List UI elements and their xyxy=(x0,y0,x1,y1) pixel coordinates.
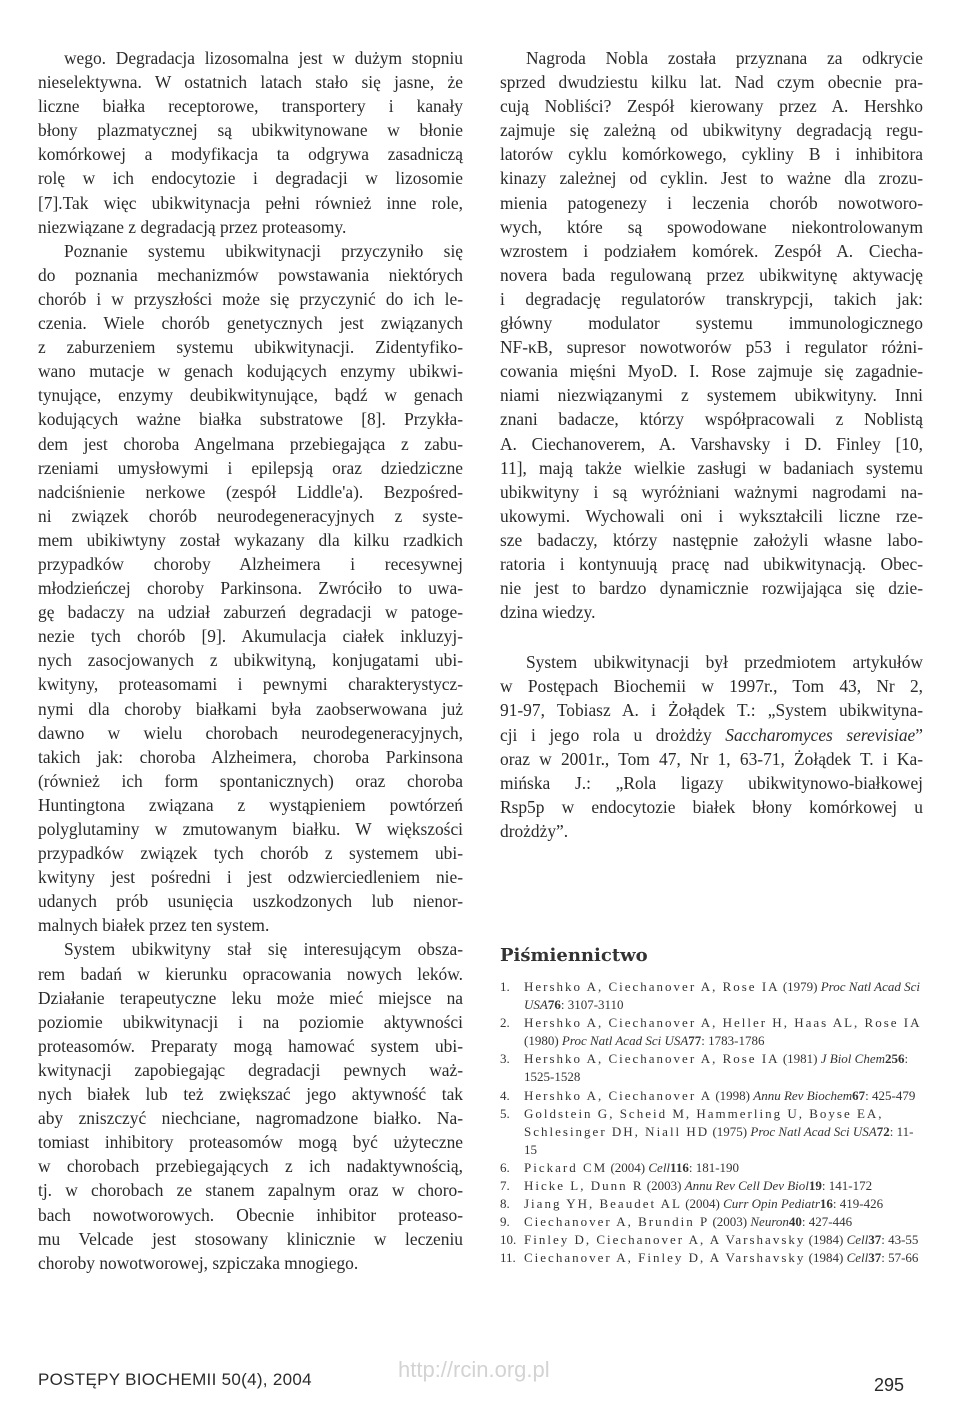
text-line: (również ich form spontanicznych) oraz choroba xyxy=(38,770,463,791)
reference-item xyxy=(500,1195,923,1213)
text-line: kwityny, proteasomami i pewnymi charakterystycz- xyxy=(38,674,463,695)
page-number: 295 xyxy=(874,1375,905,1395)
text-line: Huntingtona związana z wystąpieniem powtórzeń xyxy=(38,794,463,815)
reference-volume: 67 xyxy=(852,1087,866,1103)
text-line: poziomie ubikwitynacji i na poziomie aktywności xyxy=(38,1011,463,1032)
reference-number: 5. xyxy=(500,1105,510,1121)
reference-number: 9. xyxy=(500,1214,510,1230)
text-line: błony plazmatycznej są ubikwitynowane w błonie xyxy=(38,120,463,141)
text-line: malnych białek przez ten system. xyxy=(38,915,270,936)
reference-pages: : 1783-1786 xyxy=(701,1033,765,1049)
reference-journal: Proc Natl Acad Sci USA xyxy=(524,979,921,1013)
text-line: liczne białka receptorowe, transportery i kanały xyxy=(38,96,463,117)
body-paragraph xyxy=(38,46,463,239)
reference-authors: Ciechanover A, Finley D, A Varshavsky xyxy=(524,1250,806,1266)
text-line: nymi dla choroby białkami była zaobserwowana już xyxy=(38,698,463,719)
text-line: rzeniami umysłowymi i epilepsją oraz dziedziczne xyxy=(38,457,463,478)
reference-pages: : 425-479 xyxy=(865,1087,916,1103)
reference-volume: 72 xyxy=(876,1123,890,1139)
reference-pages: : 181-190 xyxy=(688,1159,740,1175)
reference-journal: Cell xyxy=(846,1232,869,1248)
reference-item xyxy=(500,1159,923,1177)
body-paragraph xyxy=(38,937,463,1274)
footer-watermark-url[interactable]: http://rcin.org.pl xyxy=(398,1357,550,1382)
reference-item xyxy=(500,978,923,1014)
reference-year: (2003) xyxy=(646,1178,682,1194)
text-line: System ubikwitynacji był przedmiotem artykułów xyxy=(526,652,923,673)
text-line: niezwiązane z degradacją przez proteasomy. xyxy=(38,216,347,237)
text-line: czenia. Wiele chorób genetycznych jest związanych xyxy=(38,313,463,334)
text-line: gę badaczy na udział zaburzeń degradacji w patoge- xyxy=(38,602,463,623)
reference-number: 8. xyxy=(500,1196,510,1212)
text-line: kinazy zależnej od cyklin. Jest to ważne dla zrozu- xyxy=(500,168,923,189)
reference-authors: Jiang YH, Beaudet AL xyxy=(524,1196,682,1212)
reference-year: (1984) xyxy=(808,1232,844,1248)
text-line: wych, które są spowodowane niekontrolowanym xyxy=(500,216,923,237)
reference-pages: : 141-172 xyxy=(821,1178,873,1194)
text-line: do poznania mechanizmów powstawania niektórych xyxy=(38,264,463,285)
reference-year: (2004) xyxy=(685,1196,720,1212)
reference-volume: 40 xyxy=(788,1214,802,1230)
reference-pages: : 3107-3110 xyxy=(560,997,624,1013)
text-fragment: cji i jego rola u drożdży xyxy=(500,724,726,745)
text-line xyxy=(500,723,923,747)
reference-number: 11. xyxy=(500,1250,516,1266)
reference-volume: 76 xyxy=(547,997,561,1013)
text-line: kwitynacji zapobiegając degradacji pewnych waż- xyxy=(38,1059,463,1080)
species-name: Saccharomyces serevisiae xyxy=(725,724,916,745)
text-line: aby zniszczyć niechciane, nagromadzone białko. Na- xyxy=(38,1108,463,1129)
text-line: sze badaczy, którzy następnie założyli własne labo- xyxy=(500,529,923,550)
reference-authors: Hershko A, Ciechanover A, Heller H, Haas AL, Rose IA xyxy=(524,1015,922,1031)
right-column xyxy=(500,46,923,843)
reference-volume: 256 xyxy=(885,1051,905,1067)
reference-year: (1979) xyxy=(782,979,818,994)
text-line: nych białek lub też zwiększać jego aktywność tak xyxy=(38,1084,463,1105)
text-line: mu Velcade jest stosowany klinicznie w leczeniu xyxy=(38,1228,463,1249)
text-line: choroby nowotworowej, szpiczaka mnogiego. xyxy=(38,1252,359,1273)
text-line: nezie tych chorób [9]. Akumulacja ciałek inkluzyj- xyxy=(38,626,463,647)
text-line: sprzed dwudziestu kilku lat. Nad czym obecnie pra- xyxy=(500,72,923,93)
text-line: mem ubikiwtyny został wykazany dla kilku rzadkich xyxy=(38,529,463,550)
reference-pages: : 57-66 xyxy=(881,1250,919,1266)
reference-authors: Finley D, Ciechanover A, A Varshavsky xyxy=(524,1232,806,1248)
text-line: ubikwityny i są wyróżniani ważnymi nagrodami na- xyxy=(500,481,923,502)
text-line: tomiast inhibitory proteasomów mogą być użyteczne xyxy=(38,1132,463,1153)
text-line: przypadków choroby Alzheimera i recesywnej xyxy=(38,553,463,574)
reference-authors: Ciechanover A, Brundin P xyxy=(524,1214,710,1230)
text-line: zajmuje się zależną od ubikwityny degradacją regu- xyxy=(500,120,923,141)
paragraph-spacer xyxy=(500,624,923,650)
text-line: kwityny jest pośredni i jest odzwierciedleniem nie- xyxy=(38,867,463,888)
text-line: w chorobach przebiegających z ich nadaktywnością, xyxy=(38,1156,463,1177)
reference-pages: : 419-426 xyxy=(832,1196,884,1212)
reference-journal: Cell xyxy=(648,1159,671,1175)
text-line: ratoria i kontynuują pracę nad ubikwitynacją. Obec- xyxy=(500,553,923,574)
text-line: nych zasocjowanych z ubikwityną, konjugatami ubi- xyxy=(38,650,463,671)
text-line: ukowymi. Wychowali oni i wykształcili liczne rze- xyxy=(500,505,923,526)
text-line: udanych prób usunięcia uszkodzonych lub nienor- xyxy=(38,891,463,912)
body-paragraph xyxy=(500,650,923,843)
reference-item xyxy=(500,1231,923,1249)
reference-volume: 37 xyxy=(868,1250,882,1266)
text-line: 11], mają także wielkie zasługi w badaniach systemu xyxy=(500,457,923,478)
reference-pages: : 43-55 xyxy=(881,1232,919,1248)
text-line: główny modulator systemu immunologicznego xyxy=(500,313,923,334)
text-line: Poznanie systemu ubikwitynacji przyczyniło się xyxy=(64,240,463,261)
text-line: Rsp5p w endocytozie białek błony komórkowej u xyxy=(500,796,923,817)
reference-item xyxy=(500,1014,923,1050)
reference-year: (1984) xyxy=(808,1250,844,1266)
text-line: znani badacze, którzy współpracowali z Noblistą xyxy=(500,409,923,430)
text-line: młodzieńczej choroby Parkinsona. Zwróciło to uwa- xyxy=(38,578,463,599)
text-line: i degradację regulatorów transkrypcji, takich jak: xyxy=(500,288,923,309)
text-line: dawno w wielu chorobach neurodegeneracyjnych, xyxy=(38,722,463,743)
reference-journal: Neuron xyxy=(750,1214,789,1230)
reference-item xyxy=(500,1213,923,1231)
reference-journal: J Biol Chem xyxy=(820,1051,885,1067)
reference-authors: Pickard CM xyxy=(524,1159,608,1175)
text-line: przypadków związek tych chorób z systemem ubi- xyxy=(38,843,463,864)
text-line: nieselektywna. W ostatnich latach stało się jasne, że xyxy=(38,72,463,93)
reference-year: (1981) xyxy=(782,1051,818,1067)
reference-number: 7. xyxy=(500,1178,510,1194)
reference-pages: : 11-15 xyxy=(524,1123,914,1157)
reference-year: (2004) xyxy=(610,1159,646,1175)
body-paragraph xyxy=(38,239,463,938)
text-line: oraz w 2001r., Tom 47, Nr 1, 63-71, Żołądek T. i Ka- xyxy=(500,748,923,769)
text-line: niami niezwiązanymi z systemem ubikwityny. Inni xyxy=(500,385,923,406)
text-line: proteasomów. Preparaty mogą hamować system ubi- xyxy=(38,1035,463,1056)
text-line: tj. w chorobach ze stanem zapalnym oraz w choro- xyxy=(38,1180,463,1201)
left-column xyxy=(38,46,463,1275)
reference-journal: Cell xyxy=(846,1250,869,1266)
text-line: bach nowotworowych. Obecnie inhibitor proteaso- xyxy=(38,1204,463,1225)
reference-journal: Annu Rev Biochem xyxy=(753,1087,853,1103)
reference-volume: 37 xyxy=(868,1232,882,1248)
reference-volume: 16 xyxy=(819,1196,833,1212)
reference-item xyxy=(500,1050,923,1086)
reference-volume: 77 xyxy=(688,1033,702,1049)
text-line: chorób i w przyszłości może się przyczynić do ich le- xyxy=(38,288,463,309)
reference-volume: 19 xyxy=(808,1178,822,1194)
reference-item xyxy=(500,1105,923,1159)
reference-number: 10. xyxy=(500,1232,517,1248)
text-line: Nagroda Nobla została przyznana za odkrycie xyxy=(526,48,923,68)
reference-year: (1998) xyxy=(715,1087,751,1103)
reference-journal: Curr Opin Pediatr xyxy=(723,1196,820,1212)
text-line: z zaburzeniem systemu ubikwitynacji. Zidentyfiko- xyxy=(38,337,463,358)
reference-number: 3. xyxy=(500,1051,510,1067)
reference-year: (1980) xyxy=(524,1033,559,1049)
reference-number: 2. xyxy=(500,1015,510,1031)
reference-pages: : 1525-1528 xyxy=(524,1051,909,1085)
text-line: w Postępach Biochemii w 1997r., Tom 43, Nr 2, xyxy=(500,676,923,697)
text-line: drożdży”. xyxy=(500,820,569,841)
text-line: takich jak: choroba Alzheimera, choroba Parkinsona xyxy=(38,746,463,767)
text-line: NF-κB, supresor nowotworów p53 i regulator różni- xyxy=(500,337,923,358)
text-fragment: ” xyxy=(915,724,924,745)
reference-authors: Hicke L, Dunn R xyxy=(524,1178,644,1194)
reference-item xyxy=(500,1087,923,1105)
reference-item xyxy=(500,1177,923,1195)
text-line: wano mutacje w genach kodujących enzymy ubikwi- xyxy=(38,361,463,382)
reference-authors: Hershko A, Ciechanover A, Rose IA xyxy=(524,1051,780,1067)
text-line: nadciśnienie nerkowe (zespół Liddle'a). Bezpośred- xyxy=(38,481,463,502)
reference-number: 1. xyxy=(500,979,510,994)
text-line: dem jest choroba Angelmana przebiegająca z zabu- xyxy=(38,433,463,454)
reference-journal: Proc Natl Acad Sci USA xyxy=(750,1123,877,1139)
reference-item xyxy=(500,1249,923,1267)
reference-authors: Hershko A, Ciechanover A xyxy=(524,1087,713,1103)
reference-authors: Hershko A, Ciechanover A, Rose IA xyxy=(524,979,780,994)
text-line: latorów cyklu komórkowego, cykliny B i inhibitora xyxy=(500,144,923,165)
references-section xyxy=(500,934,923,1268)
text-line: rolę w ich endocytozie i degradacji w lizosomie xyxy=(38,168,463,189)
text-line: polyglutaminy w zmutowanym białku. W większości xyxy=(38,819,463,839)
reference-number: 4. xyxy=(500,1087,510,1103)
reference-journal: Annu Rev Cell Dev Biol xyxy=(684,1178,809,1194)
footer-journal-name: POSTĘPY BIOCHEMII 50(4), 2004 xyxy=(38,1370,312,1389)
text-line: cują Nobliści? Zespół kierowany przez A. Hershko xyxy=(500,96,923,117)
text-line: ni związek chorób neurodegeneracyjnych z syste- xyxy=(38,505,463,526)
reference-pages: : 427-446 xyxy=(801,1214,853,1230)
text-line: wzrostem i podziałem komórek. Zespół A. Ciecha- xyxy=(500,240,923,261)
text-line: 91-97, Tobiasz A. i Żołądek T.: „System ubikwityna- xyxy=(500,700,923,721)
text-line: cowania mięśni MyoD. I. Rose zajmuje się zagadnie- xyxy=(500,361,923,382)
text-line: tynujące, enzymy deubikwitynujące, bądź w genach xyxy=(38,385,463,406)
text-line: [7].Tak więc ubikwitynacja pełni również inne role, xyxy=(38,192,463,213)
text-line: Działanie terapeutyczne leku może mieć miejsce na xyxy=(38,987,463,1008)
text-line: komórkowej a modyfikacja ta odgrywa zasadniczą xyxy=(38,144,463,165)
reference-year: (1975) xyxy=(712,1123,748,1139)
reference-number: 6. xyxy=(500,1159,510,1175)
text-line: wego. Degradacja lizosomalna jest w dużym stopniu xyxy=(64,48,463,68)
body-paragraph xyxy=(500,46,923,624)
text-line: System ubikwityny stał się interesującym obsza- xyxy=(64,939,463,960)
text-line: kodujących ważne białka substratowe [8]. Przykła- xyxy=(38,409,463,430)
text-line: dzina wiedzy. xyxy=(500,602,596,623)
text-line: mińska J.: „Rola ligazy ubikwitynowo-białkowej xyxy=(500,772,923,793)
reference-authors: Goldstein G, Scheid M, Hammerling U, Boyse EA, Schlesinger DH, Niall HD xyxy=(524,1105,884,1139)
references-list xyxy=(500,978,923,1268)
reference-journal: Proc Natl Acad Sci USA xyxy=(561,1033,689,1049)
reference-year: (2003) xyxy=(712,1214,748,1230)
text-line: A. Ciechanoverem, A. Varshavsky i D. Finley [10, xyxy=(500,433,923,454)
text-line: nie jest to bardzo dynamicznie rozwijająca się dzie- xyxy=(500,578,923,599)
text-line: mienia patogenezy i leczenia chorób nowotworo- xyxy=(500,192,923,213)
text-line: novera bada regulowaną przez ubikwitynę aktywację xyxy=(500,264,923,285)
reference-volume: 116 xyxy=(670,1159,689,1175)
text-line: rem badań w kierunku opracowania nowych leków. xyxy=(38,963,463,984)
references-heading: Piśmiennictwo xyxy=(500,945,648,966)
